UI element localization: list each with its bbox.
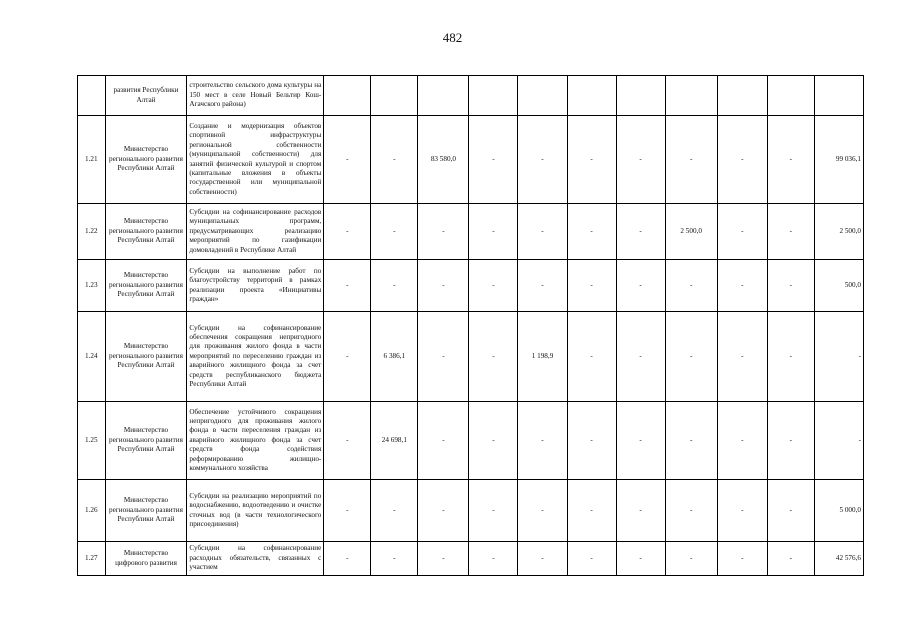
row-number-cell: 1.24	[78, 312, 106, 402]
table-row	[78, 312, 864, 402]
value-cell: 5 000,0	[814, 480, 863, 542]
value-cell: 2 500,0	[814, 204, 863, 260]
value-cell: -	[469, 204, 518, 260]
row-number-cell	[78, 76, 106, 116]
value-cell: -	[665, 260, 717, 312]
value-cell: -	[616, 260, 665, 312]
value-cell: -	[518, 542, 567, 576]
value-cell: -	[567, 204, 616, 260]
table-body	[78, 76, 864, 576]
value-cell: -	[418, 260, 469, 312]
value-cell: -	[814, 312, 863, 402]
value-cell: -	[371, 480, 418, 542]
row-number-cell: 1.25	[78, 402, 106, 480]
table-row	[78, 260, 864, 312]
value-cell: -	[767, 204, 814, 260]
row-number-cell: 1.21	[78, 116, 106, 204]
value-cell: -	[717, 480, 767, 542]
value-cell	[371, 76, 418, 116]
value-cell: -	[717, 402, 767, 480]
value-cell: -	[616, 312, 665, 402]
value-cell	[469, 76, 518, 116]
table-row	[78, 204, 864, 260]
executor-cell: Министерство регионального развития Республики Алтай	[105, 480, 187, 542]
value-cell: -	[767, 480, 814, 542]
value-cell: -	[567, 402, 616, 480]
value-cell: 99 036,1	[814, 116, 863, 204]
value-cell: 500,0	[814, 260, 863, 312]
description-cell: строительство сельского дома культуры на 150 мест в селе Новый Бельтир Кош-Агачского района)	[187, 76, 324, 116]
value-cell: -	[518, 116, 567, 204]
value-cell: -	[567, 542, 616, 576]
value-cell: 24 698,1	[371, 402, 418, 480]
value-cell: -	[371, 204, 418, 260]
value-cell: -	[814, 402, 863, 480]
value-cell: -	[616, 204, 665, 260]
value-cell: -	[767, 116, 814, 204]
table-row	[78, 542, 864, 576]
value-cell: -	[717, 542, 767, 576]
value-cell: -	[665, 480, 717, 542]
row-number-cell: 1.22	[78, 204, 106, 260]
value-cell: -	[371, 260, 418, 312]
value-cell: 2 500,0	[665, 204, 717, 260]
value-cell	[324, 76, 371, 116]
value-cell: -	[767, 542, 814, 576]
value-cell: -	[567, 116, 616, 204]
value-cell: -	[324, 480, 371, 542]
value-cell	[418, 76, 469, 116]
value-cell: -	[567, 312, 616, 402]
value-cell: -	[567, 260, 616, 312]
description-cell: Субсидии на выполнение работ по благоустройству территорий в рамках реализации проекта «Инициативы граждан»	[187, 260, 324, 312]
description-cell: Субсидии на софинансирование обеспечения сокращения непригодного для проживания жилого фонда в части мероприятий по переселению граждан из аварийного жилищного фонда за счет средств республиканского бюджета Республики Алтай	[187, 312, 324, 402]
row-number-cell: 1.27	[78, 542, 106, 576]
executor-cell: Министерство регионального развития Республики Алтай	[105, 116, 187, 204]
value-cell: -	[371, 116, 418, 204]
value-cell	[767, 76, 814, 116]
description-cell: Создание и модернизация объектов спортивной инфраструктуры региональной собственности (муниципальной собственности) для занятий физической культурой и спортом (капитальные вложения в объекты государственной или муниципальной собственности)	[187, 116, 324, 204]
executor-cell: Министерство регионального развития Республики Алтай	[105, 402, 187, 480]
value-cell: -	[324, 542, 371, 576]
value-cell: 6 386,1	[371, 312, 418, 402]
value-cell: -	[767, 260, 814, 312]
value-cell: -	[469, 260, 518, 312]
table-row	[78, 402, 864, 480]
value-cell	[717, 76, 767, 116]
table-row	[78, 116, 864, 204]
page-number: 482	[442, 30, 463, 45]
value-cell: -	[616, 116, 665, 204]
value-cell	[665, 76, 717, 116]
value-cell: -	[469, 116, 518, 204]
value-cell: -	[616, 542, 665, 576]
value-cell: -	[469, 480, 518, 542]
value-cell: -	[567, 480, 616, 542]
value-cell: -	[665, 312, 717, 402]
row-number-cell: 1.23	[78, 260, 106, 312]
value-cell: -	[767, 402, 814, 480]
executor-cell: Министерство регионального развития Республики Алтай	[105, 260, 187, 312]
value-cell: -	[518, 204, 567, 260]
value-cell	[616, 76, 665, 116]
executor-cell: развития Республики Алтай	[105, 76, 187, 116]
executor-cell: Министерство регионального развития Республики Алтай	[105, 312, 187, 402]
value-cell: -	[518, 260, 567, 312]
budget-table	[77, 75, 864, 576]
value-cell: -	[616, 480, 665, 542]
executor-cell: Министерство регионального развития Республики Алтай	[105, 204, 187, 260]
value-cell: -	[665, 116, 717, 204]
value-cell: -	[418, 480, 469, 542]
value-cell: -	[418, 312, 469, 402]
value-cell: -	[324, 260, 371, 312]
value-cell: -	[665, 542, 717, 576]
value-cell: -	[324, 402, 371, 480]
value-cell: 42 576,6	[814, 542, 863, 576]
value-cell: -	[418, 204, 469, 260]
value-cell: -	[324, 312, 371, 402]
description-cell: Субсидии на софинансирование расходов муниципальных программ, предусматривающих реализацию мероприятий по газификации домовладений в Республике Алтай	[187, 204, 324, 260]
value-cell: 1 198,9	[518, 312, 567, 402]
description-cell: Субсидии на реализацию мероприятий по водоснабжению, водоотведению и очистке сточных вод (в части технологического присоединения)	[187, 480, 324, 542]
value-cell: -	[371, 542, 418, 576]
value-cell: -	[767, 312, 814, 402]
value-cell: -	[717, 204, 767, 260]
description-cell: Субсидии на софинансирование расходных обязательств, связанных с участием	[187, 542, 324, 576]
description-cell: Обеспечение устойчивого сокращения непригодного для проживания жилого фонда в части переселения граждан из аварийного жилищного фонда за счет средств фонда содействия реформированию жилищно-коммунального хозяйства	[187, 402, 324, 480]
value-cell: -	[469, 312, 518, 402]
table-row	[78, 480, 864, 542]
value-cell: -	[717, 312, 767, 402]
row-number-cell: 1.26	[78, 480, 106, 542]
value-cell: -	[518, 402, 567, 480]
value-cell: -	[469, 542, 518, 576]
value-cell: -	[324, 116, 371, 204]
value-cell: -	[469, 402, 518, 480]
value-cell	[518, 76, 567, 116]
value-cell: -	[518, 480, 567, 542]
value-cell	[814, 76, 863, 116]
value-cell: -	[717, 260, 767, 312]
value-cell	[567, 76, 616, 116]
value-cell: -	[717, 116, 767, 204]
value-cell: -	[665, 402, 717, 480]
value-cell: -	[324, 204, 371, 260]
value-cell: -	[418, 402, 469, 480]
value-cell: 83 580,0	[418, 116, 469, 204]
value-cell: -	[418, 542, 469, 576]
executor-cell: Министерство цифрового развития	[105, 542, 187, 576]
table-row	[78, 76, 864, 116]
value-cell: -	[616, 402, 665, 480]
